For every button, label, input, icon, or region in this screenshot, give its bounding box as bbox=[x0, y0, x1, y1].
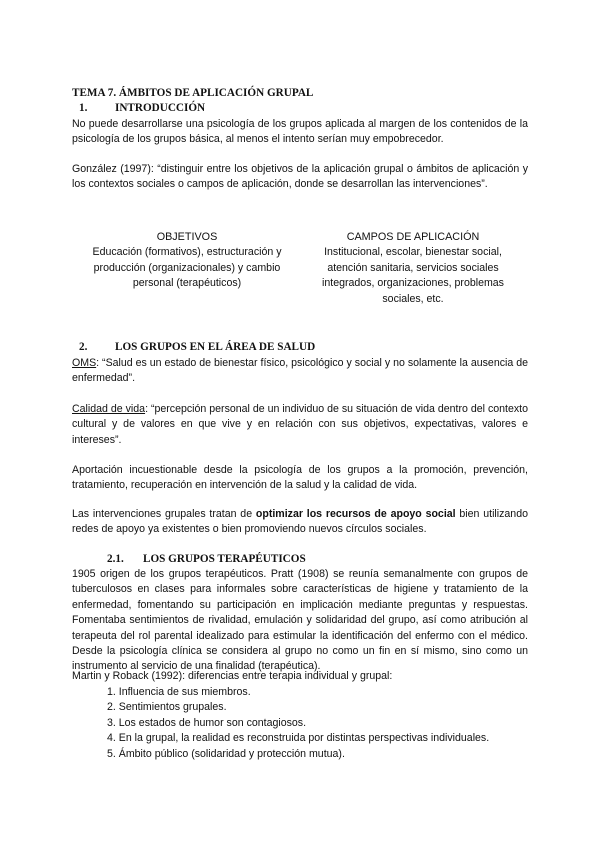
fields-heading: CAMPOS DE APLICACIÓN bbox=[346, 231, 480, 243]
quality-of-life-label: Calidad de vida bbox=[72, 403, 146, 415]
list-item: 5. Ámbito público (solidaridad y protección mutua). bbox=[107, 747, 345, 760]
gonzalez-quote-paragraph: González (1997): “distinguir entre los objetivos de la aplicación grupal o ámbitos de aplicación y los contextos sociales o campos de aplicación, donde se desarrollan las intervenciones”. bbox=[72, 163, 528, 191]
quality-of-life-paragraph bbox=[72, 402, 528, 448]
objectives-column bbox=[82, 230, 292, 292]
quality-of-life-definition: : “percepción personal de un individuo de su situación de vida dentro del contexto cultural y de valores en que vive y en relación con sus objetivos, expectativas, valores e intereses”. bbox=[72, 403, 529, 446]
oms-definition: : “Salud es un estado de bienestar físico, psicológico y social y no solamente la ausencia de enfermedad”. bbox=[72, 357, 528, 385]
document-title: TEMA 7. ÁMBITOS DE APLICACIÓN GRUPAL bbox=[72, 87, 314, 99]
section-2-heading bbox=[79, 340, 535, 355]
list-item: 4. En la grupal, la realidad es reconstruida por distintas perspectivas individuales. bbox=[107, 732, 490, 745]
section-2-1-heading bbox=[107, 552, 563, 567]
list-item: 2. Sentimientos grupales. bbox=[107, 701, 227, 714]
list-item: 1. Influencia de sus miembros. bbox=[107, 686, 251, 698]
therapeutic-groups-paragraph: 1905 origen de los grupos terapéuticos. Pratt (1908) se reunía semanalmente con grupos de tuberculosos en clases para informales sobre características de higiene y tratamiento de la enfermedad, fomentando su participación en implicación mediante preguntas y respuestas. Fomentaba sentimientos de rivalidad, emulación y solidaridad del grupo, así como atribución al terapeuta del rol parental idealizado para estimular la identificación del enfermo con el médico. Desde la psicología clínica se considera al grupo no como un fin en sí mismo, sino como un instrumento al servicio de una finalidad (terapéutica). bbox=[72, 568, 528, 673]
section-2-title: LOS GRUPOS EN EL ÁREA DE SALUD bbox=[115, 341, 316, 353]
differences-list bbox=[107, 685, 489, 762]
interventions-paragraph bbox=[72, 507, 528, 538]
section-1-heading bbox=[79, 101, 535, 116]
section-1-title: INTRODUCCIÓN bbox=[115, 102, 206, 114]
interventions-emphasis: optimizar los recursos de apoyo social bbox=[255, 508, 456, 520]
oms-paragraph bbox=[72, 356, 528, 387]
section-2-1-number: 2.1. bbox=[107, 553, 124, 565]
fields-column bbox=[308, 230, 518, 307]
list-item: 3. Los estados de humor son contagiosos. bbox=[107, 716, 307, 729]
objectives-heading: OBJETIVOS bbox=[156, 231, 218, 243]
interventions-text-start: Las intervenciones grupales tratan de bbox=[72, 508, 256, 520]
intro-paragraph: No puede desarrollarse una psicología de los grupos aplicada al margen de los contenidos de la psicología de los grupos básica, al menos el intento serían muy empobrecedor. bbox=[72, 118, 528, 146]
objectives-text: Educación (formativos), estructuración y producción (organizacionales) y cambio personal (terapéuticos) bbox=[92, 246, 282, 290]
interventions-text-end: bien utilizando redes de apoyo ya existentes o bien promoviendo nuevos círculos sociales. bbox=[72, 508, 528, 536]
section-2-1-title: LOS GRUPOS TERAPÉUTICOS bbox=[143, 553, 306, 565]
contribution-paragraph: Aportación incuestionable desde la psicología de los grupos a la promoción, prevención, tratamiento, recuperación en intervención de la salud y la calidad de vida. bbox=[72, 464, 528, 492]
section-2-number: 2. bbox=[79, 341, 88, 353]
martin-roback-paragraph: Martin y Roback (1992): diferencias entre terapia individual y grupal: bbox=[72, 670, 393, 682]
oms-label: OMS bbox=[72, 357, 97, 369]
section-1-number: 1. bbox=[79, 102, 88, 114]
fields-text: Institucional, escolar, bienestar social, atención sanitaria, servicios sociales integrados, organizaciones, problemas sociales, etc. bbox=[322, 246, 504, 305]
